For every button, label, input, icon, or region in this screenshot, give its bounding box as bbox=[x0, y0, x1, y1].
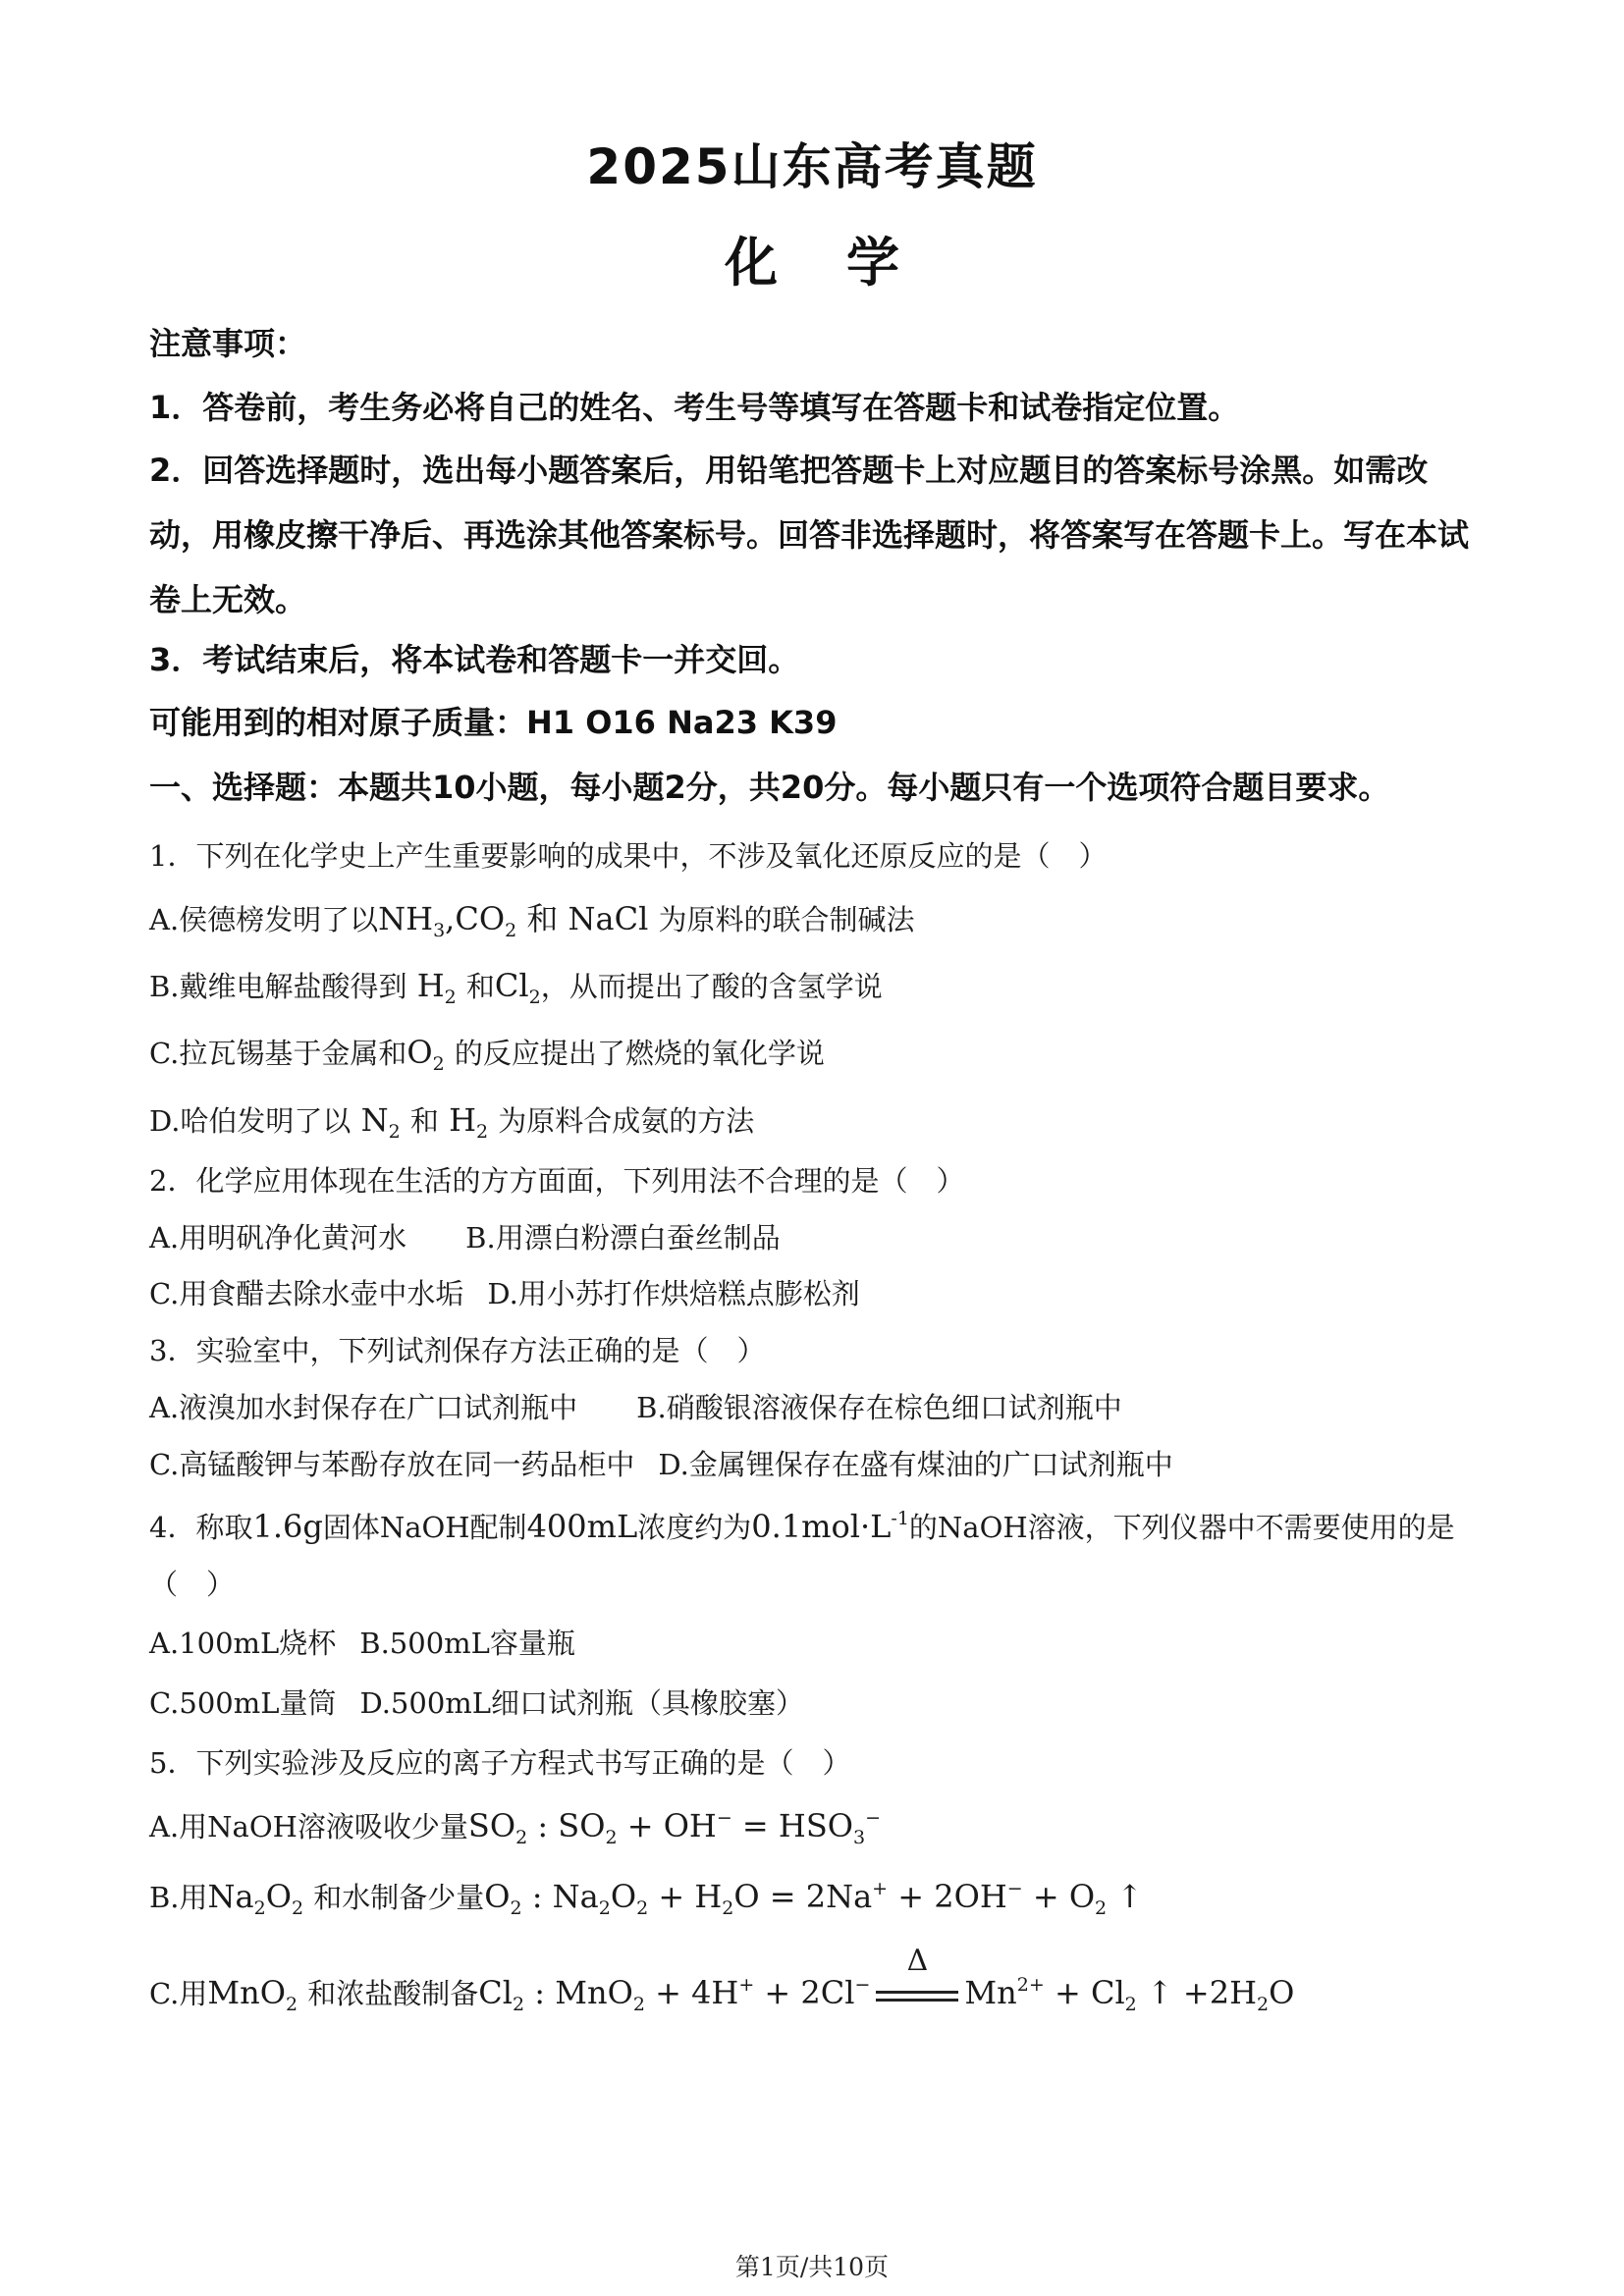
subject-title: 化学 bbox=[725, 232, 968, 294]
formula: $H_2$ bbox=[438, 1101, 489, 1143]
section-heading: 一、选择题：本题共10小题，每小题2分，共20分。每小题只有一个选项符合题目要求。 bbox=[149, 769, 1390, 806]
question-1-stem: 1．下列在化学史上产生重要影响的成果中，不涉及氧化还原反应的是（ ） bbox=[149, 839, 1108, 873]
question-4-stem: 4．称取1.6g固体NaOH配制400mL浓度约为$0.1mol\cdot L^{-1}$的NaOH溶液，下列仪器中不需要使用的是 bbox=[149, 1508, 1455, 1545]
question-2-stem: 2．化学应用体现在生活的方方面面，下列用法不合理的是（ ） bbox=[149, 1164, 965, 1198]
question-3-option-b: B.硝酸银溶液保存在棕色细口试剂瓶中 bbox=[636, 1391, 1122, 1424]
heating-equals-sign: Δ bbox=[876, 1981, 958, 2010]
question-3-option-a: A.液溴加水封保存在广口试剂瓶中 bbox=[149, 1391, 578, 1424]
question-3-stem: 3．实验室中，下列试剂保存方法正确的是（ ） bbox=[149, 1334, 766, 1367]
atomic-mass-label: 可能用到的相对原子质量： bbox=[149, 704, 527, 741]
formula: $Na_2O_2$ bbox=[207, 1878, 304, 1919]
question-4-option-a: A.100mL烧杯 bbox=[149, 1627, 337, 1660]
question-3-option-c: C.高锰酸钾与苯酚存放在同一药品柜中 bbox=[149, 1448, 635, 1481]
page-footer: 第1页/共10页 bbox=[734, 2253, 890, 2281]
question-2-options-cd bbox=[149, 1274, 1504, 1313]
question-5-option-c: C.用MnO$_2$ 和浓盐酸制备$Cl_2$ : MnO$_2$ + 4H+ + 2Cl− Δ $Mn^{2+} + Cl_2$ ↑ $+2H_2O$ bbox=[149, 1944, 1295, 2015]
notice-item-2: 2．回答选择题时，选出每小题答案后，用铅笔把答题卡上对应题目的答案标号涂黑。如需改动，用橡皮擦干净后、再选涂其他答案标号。回答非选择题时，将答案写在答题卡上。写在本试卷上无效。 bbox=[149, 452, 1470, 618]
question-1-option-a: A.侯德榜发明了以$NH_3,CO_2$ 和 NaCl 为原料的联合制碱法 bbox=[149, 900, 915, 941]
equation: $O_2$ : $Na_2O_2 + H_2O = 2Na^+ + 2OH^- + O_2$ ↑ bbox=[484, 1878, 1144, 1919]
equation: $Cl_2$ : MnO$_2$ + 4H+ + 2Cl− bbox=[478, 1974, 871, 2015]
question-2-option-c: C.用食醋去除水壶中水垢 bbox=[149, 1277, 464, 1310]
question-1-option-d: D.哈伯发明了以 $N_2$ 和 $H_2$ 为原料合成氨的方法 bbox=[149, 1101, 755, 1143]
question-3-options-cd bbox=[149, 1445, 1504, 1484]
formula: $N_2$ bbox=[351, 1101, 401, 1143]
formula: $O_2$ bbox=[406, 1034, 445, 1075]
equation: $SO_2$ : $SO_2 + OH^- = HSO_3^-$ bbox=[467, 1807, 881, 1848]
notice-item-3: 3．考试结束后，将本试卷和答题卡一并交回。 bbox=[149, 641, 800, 678]
notice-item-1: 1．答卷前，考生务必将自己的姓名、考生号等填写在答题卡和试卷指定位置。 bbox=[149, 389, 1240, 426]
atomic-mass-line bbox=[149, 691, 1494, 754]
question-5-option-a: A.用NaOH溶液吸收少量$SO_2$ : $SO_2 + OH^- = HSO_3^-$ bbox=[149, 1807, 881, 1848]
question-2-option-d: D.用小苏打作烘焙糕点膨松剂 bbox=[487, 1277, 860, 1310]
page-title: 2025山东高考真题 bbox=[586, 138, 1038, 195]
formula: $H_2$ bbox=[406, 967, 457, 1008]
question-4-paren: （ ） bbox=[149, 1568, 236, 1601]
question-2-option-a: A.用明矾净化黄河水 bbox=[149, 1221, 407, 1255]
formula: $NH_3,CO_2$ 和 NaCl bbox=[378, 900, 659, 941]
question-3-options-ab bbox=[149, 1388, 1504, 1427]
question-5-option-b: B.用$Na_2O_2$ 和水制备少量$O_2$ : $Na_2O_2 + H_2O = 2Na^+ + 2OH^- + O_2$ ↑ bbox=[149, 1878, 1144, 1919]
question-2-options-ab bbox=[149, 1218, 1504, 1257]
question-4-options-cd bbox=[149, 1683, 1504, 1723]
question-4-option-c: C.500mL量筒 bbox=[149, 1686, 337, 1720]
formula: MnO$_2$ bbox=[207, 1974, 298, 2015]
question-2-option-b: B.用漂白粉漂白蚕丝制品 bbox=[465, 1221, 781, 1255]
notice-heading: 注意事项： bbox=[149, 325, 307, 362]
question-4-option-b: B.500mL容量瓶 bbox=[359, 1627, 575, 1660]
question-1-option-c: C.拉瓦锡基于金属和$O_2$ 的反应提出了燃烧的氧化学说 bbox=[149, 1034, 825, 1075]
formula: $Cl_2$ bbox=[494, 967, 541, 1008]
question-1-option-b: B.戴维电解盐酸得到 $H_2$ 和$Cl_2$，从而提出了酸的含氢学说 bbox=[149, 967, 883, 1008]
question-4-options-ab bbox=[149, 1624, 1504, 1663]
question-4-option-d: D.500mL细口试剂瓶（具橡胶塞） bbox=[359, 1686, 805, 1720]
question-3-option-d: D.金属锂保存在盛有煤油的广口试剂瓶中 bbox=[658, 1448, 1173, 1481]
atomic-mass-values: H1 O16 Na23 K39 bbox=[526, 704, 838, 741]
question-5-stem: 5．下列实验涉及反应的离子方程式书写正确的是（ ） bbox=[149, 1746, 851, 1780]
